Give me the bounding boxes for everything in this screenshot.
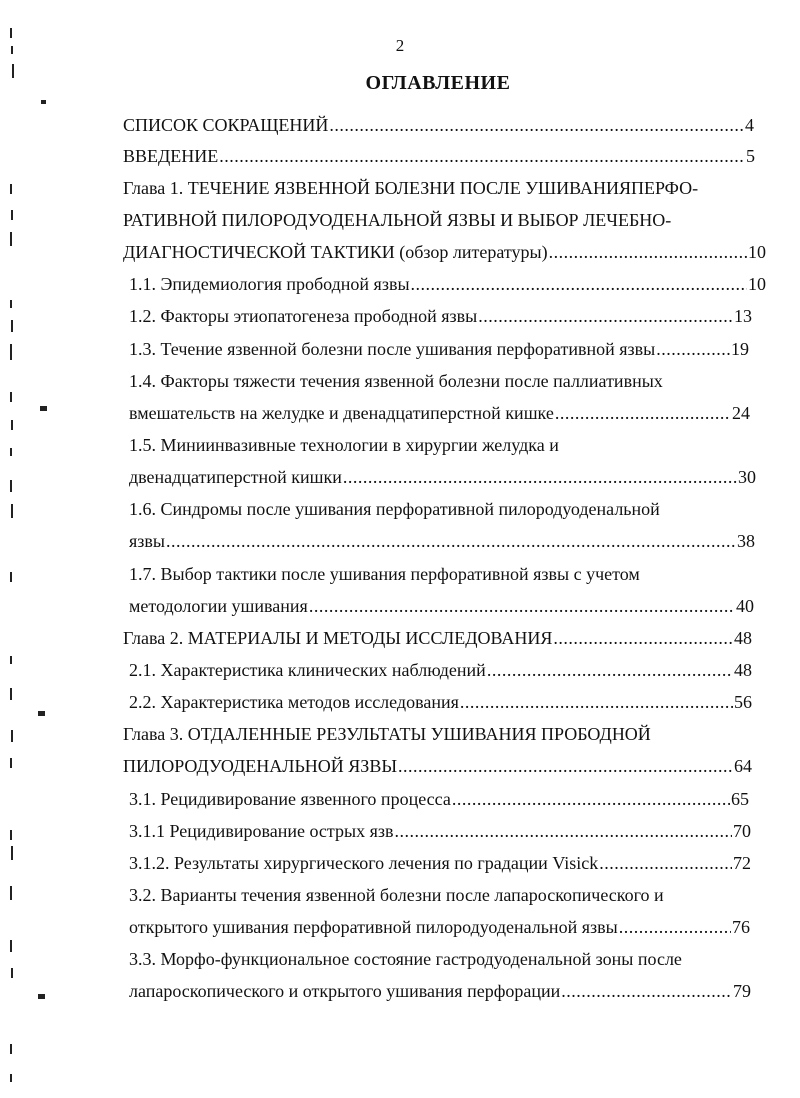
toc-entry-text: 2.1. Характеристика клинических наблюдений — [129, 660, 486, 680]
toc-entry[interactable] — [129, 432, 559, 458]
toc-leader-dots — [166, 528, 736, 554]
toc-entry-text: 1.3. Течение язвенной болезни после ушивания перфоративной язвы — [129, 339, 656, 359]
toc-entry-text: методологии ушивания — [129, 596, 308, 616]
toc-entry[interactable] — [129, 882, 664, 908]
toc-entry-page: 30 — [738, 467, 756, 487]
toc-entry-text: ПИЛОРОДУОДЕНАЛЬНОЙ ЯЗВЫ — [123, 756, 398, 776]
toc-entry-page: 56 — [734, 692, 752, 712]
toc-entry-text: язвы — [129, 531, 165, 551]
toc-leader-dots — [549, 239, 747, 265]
toc-entry-text: 3.3. Морфо-функциональное состояние гастродуоденальной зоны после — [129, 949, 682, 969]
toc-entry-continuation[interactable] — [129, 914, 750, 940]
toc-entry[interactable] — [123, 143, 755, 169]
toc-entry-page: 40 — [736, 596, 754, 616]
toc-leader-dots — [343, 464, 737, 490]
toc-leader-dots — [555, 400, 731, 426]
toc-entry-text: открытого ушивания перфоративной пилородуоденальной язвы — [129, 917, 618, 937]
toc-entry[interactable] — [129, 271, 766, 297]
toc-entry-text: 1.1. Эпидемиология прободной язвы — [129, 274, 410, 294]
toc-entry-text: 3.1.2. Результаты хирургического лечения по градации Visick — [129, 853, 599, 873]
toc-entry[interactable] — [129, 336, 749, 362]
toc-entry[interactable] — [129, 368, 663, 394]
toc-entry[interactable] — [129, 303, 752, 329]
toc-leader-dots — [219, 143, 745, 169]
toc-entry[interactable] — [129, 657, 752, 683]
toc-entry[interactable] — [129, 561, 640, 587]
toc-entry-continuation[interactable] — [123, 239, 766, 265]
toc-entry-page: 72 — [733, 853, 751, 873]
toc-entry[interactable] — [129, 786, 749, 812]
toc-entry-text: 2.2. Характеристика методов исследования — [129, 692, 459, 712]
toc-entry-page: 24 — [732, 403, 750, 423]
toc-leader-dots — [487, 657, 733, 683]
toc-entry-text: ВВЕДЕНИЕ — [123, 146, 219, 166]
toc-entry-page: 79 — [733, 981, 751, 1001]
toc-entry[interactable] — [129, 946, 682, 972]
toc-entry-page: 13 — [734, 306, 752, 326]
toc-entry-continuation[interactable] — [129, 400, 750, 426]
toc-entry-text: ДИАГНОСТИЧЕСКОЙ ТАКТИКИ (обзор литературы) — [123, 242, 548, 262]
toc-leader-dots — [656, 336, 730, 362]
toc-entry-continuation[interactable] — [129, 464, 756, 490]
toc-entry-continuation[interactable] — [129, 978, 751, 1004]
toc-leader-dots — [478, 303, 733, 329]
toc-entry[interactable] — [123, 625, 752, 651]
toc-entry-text: 1.5. Миниинвазивные технологии в хирургии желудка и — [129, 435, 559, 455]
toc-entry-text: двенадцатиперстной кишки — [129, 467, 342, 487]
toc-entry-page: 64 — [734, 756, 752, 776]
toc-entry-page: 65 — [731, 789, 749, 809]
toc-entry-continuation[interactable] — [129, 593, 754, 619]
toc-entry-text: 3.1. Рецидивирование язвенного процесса — [129, 789, 451, 809]
toc-leader-dots — [619, 914, 731, 940]
toc-entry-page: 76 — [732, 917, 750, 937]
toc-leader-dots — [398, 753, 733, 779]
toc-entry-text: 3.1.1 Рецидивирование острых язв — [129, 821, 394, 841]
page-title: ОГЛАВЛЕНИЕ — [365, 72, 511, 94]
toc-entry-page: 70 — [733, 821, 751, 841]
toc-entry-text: СПИСОК СОКРАЩЕНИЙ — [123, 115, 329, 135]
toc-entry-text: лапароскопического и открытого ушивания перфорации — [129, 981, 561, 1001]
toc-entry-text: 1.6. Синдромы после ушивания перфоративной пилородуоденальной — [129, 499, 660, 519]
toc-leader-dots — [561, 978, 732, 1004]
toc-entry-continuation[interactable] — [123, 753, 752, 779]
toc-leader-dots — [329, 112, 744, 138]
toc-entry-text: Глава 3. ОТДАЛЕННЫЕ РЕЗУЛЬТАТЫ УШИВАНИЯ ПРОБОДНОЙ — [123, 724, 651, 744]
toc-entry[interactable] — [123, 112, 754, 138]
toc-leader-dots — [452, 786, 730, 812]
toc-entry-text: Глава 2. МАТЕРИАЛЫ И МЕТОДЫ ИССЛЕДОВАНИЯ — [123, 628, 553, 648]
toc-leader-dots — [394, 818, 732, 844]
toc-entry-page: 48 — [734, 660, 752, 680]
toc-entry-page: 10 — [748, 242, 766, 262]
page-number: 2 — [395, 36, 405, 55]
toc-entry-continuation[interactable] — [129, 528, 755, 554]
toc-entry-text: 1.4. Факторы тяжести течения язвенной болезни после паллиативных — [129, 371, 663, 391]
toc-entry-text: РАТИВНОЙ ПИЛОРОДУОДЕНАЛЬНОЙ ЯЗВЫ И ВЫБОР ЛЕЧЕБНО- — [123, 210, 672, 230]
toc-leader-dots — [411, 271, 747, 297]
scan-margin-marks — [0, 0, 60, 1098]
toc-entry-continuation[interactable] — [123, 207, 671, 233]
toc-leader-dots — [460, 689, 733, 715]
toc-entry-text: вмешательств на желудке и двенадцатиперстной кишке — [129, 403, 554, 423]
toc-entry-text: 1.2. Факторы этиопатогенеза прободной язвы — [129, 306, 478, 326]
toc-entry[interactable] — [129, 818, 751, 844]
toc-entry-text: 1.7. Выбор тактики после ушивания перфоративной язвы с учетом — [129, 564, 640, 584]
toc-entry-page: 19 — [731, 339, 749, 359]
toc-entry-page: 4 — [745, 115, 754, 135]
toc-entry[interactable] — [129, 689, 752, 715]
toc-entry[interactable] — [123, 721, 651, 747]
toc-entry[interactable] — [129, 496, 660, 522]
toc-entry[interactable] — [129, 850, 751, 876]
toc-entry-text: Глава 1. ТЕЧЕНИЕ ЯЗВЕННОЙ БОЛЕЗНИ ПОСЛЕ УШИВАНИЯПЕРФО- — [123, 178, 699, 198]
toc-entry-page: 10 — [748, 274, 766, 294]
toc-leader-dots — [553, 625, 733, 651]
toc-leader-dots — [309, 593, 735, 619]
toc-entry-page: 5 — [746, 146, 755, 166]
toc-entry-page: 48 — [734, 628, 752, 648]
toc-entry-text: 3.2. Варианты течения язвенной болезни после лапароскопического и — [129, 885, 664, 905]
toc-entry[interactable] — [123, 175, 698, 201]
toc-leader-dots — [599, 850, 732, 876]
toc-entry-page: 38 — [737, 531, 755, 551]
